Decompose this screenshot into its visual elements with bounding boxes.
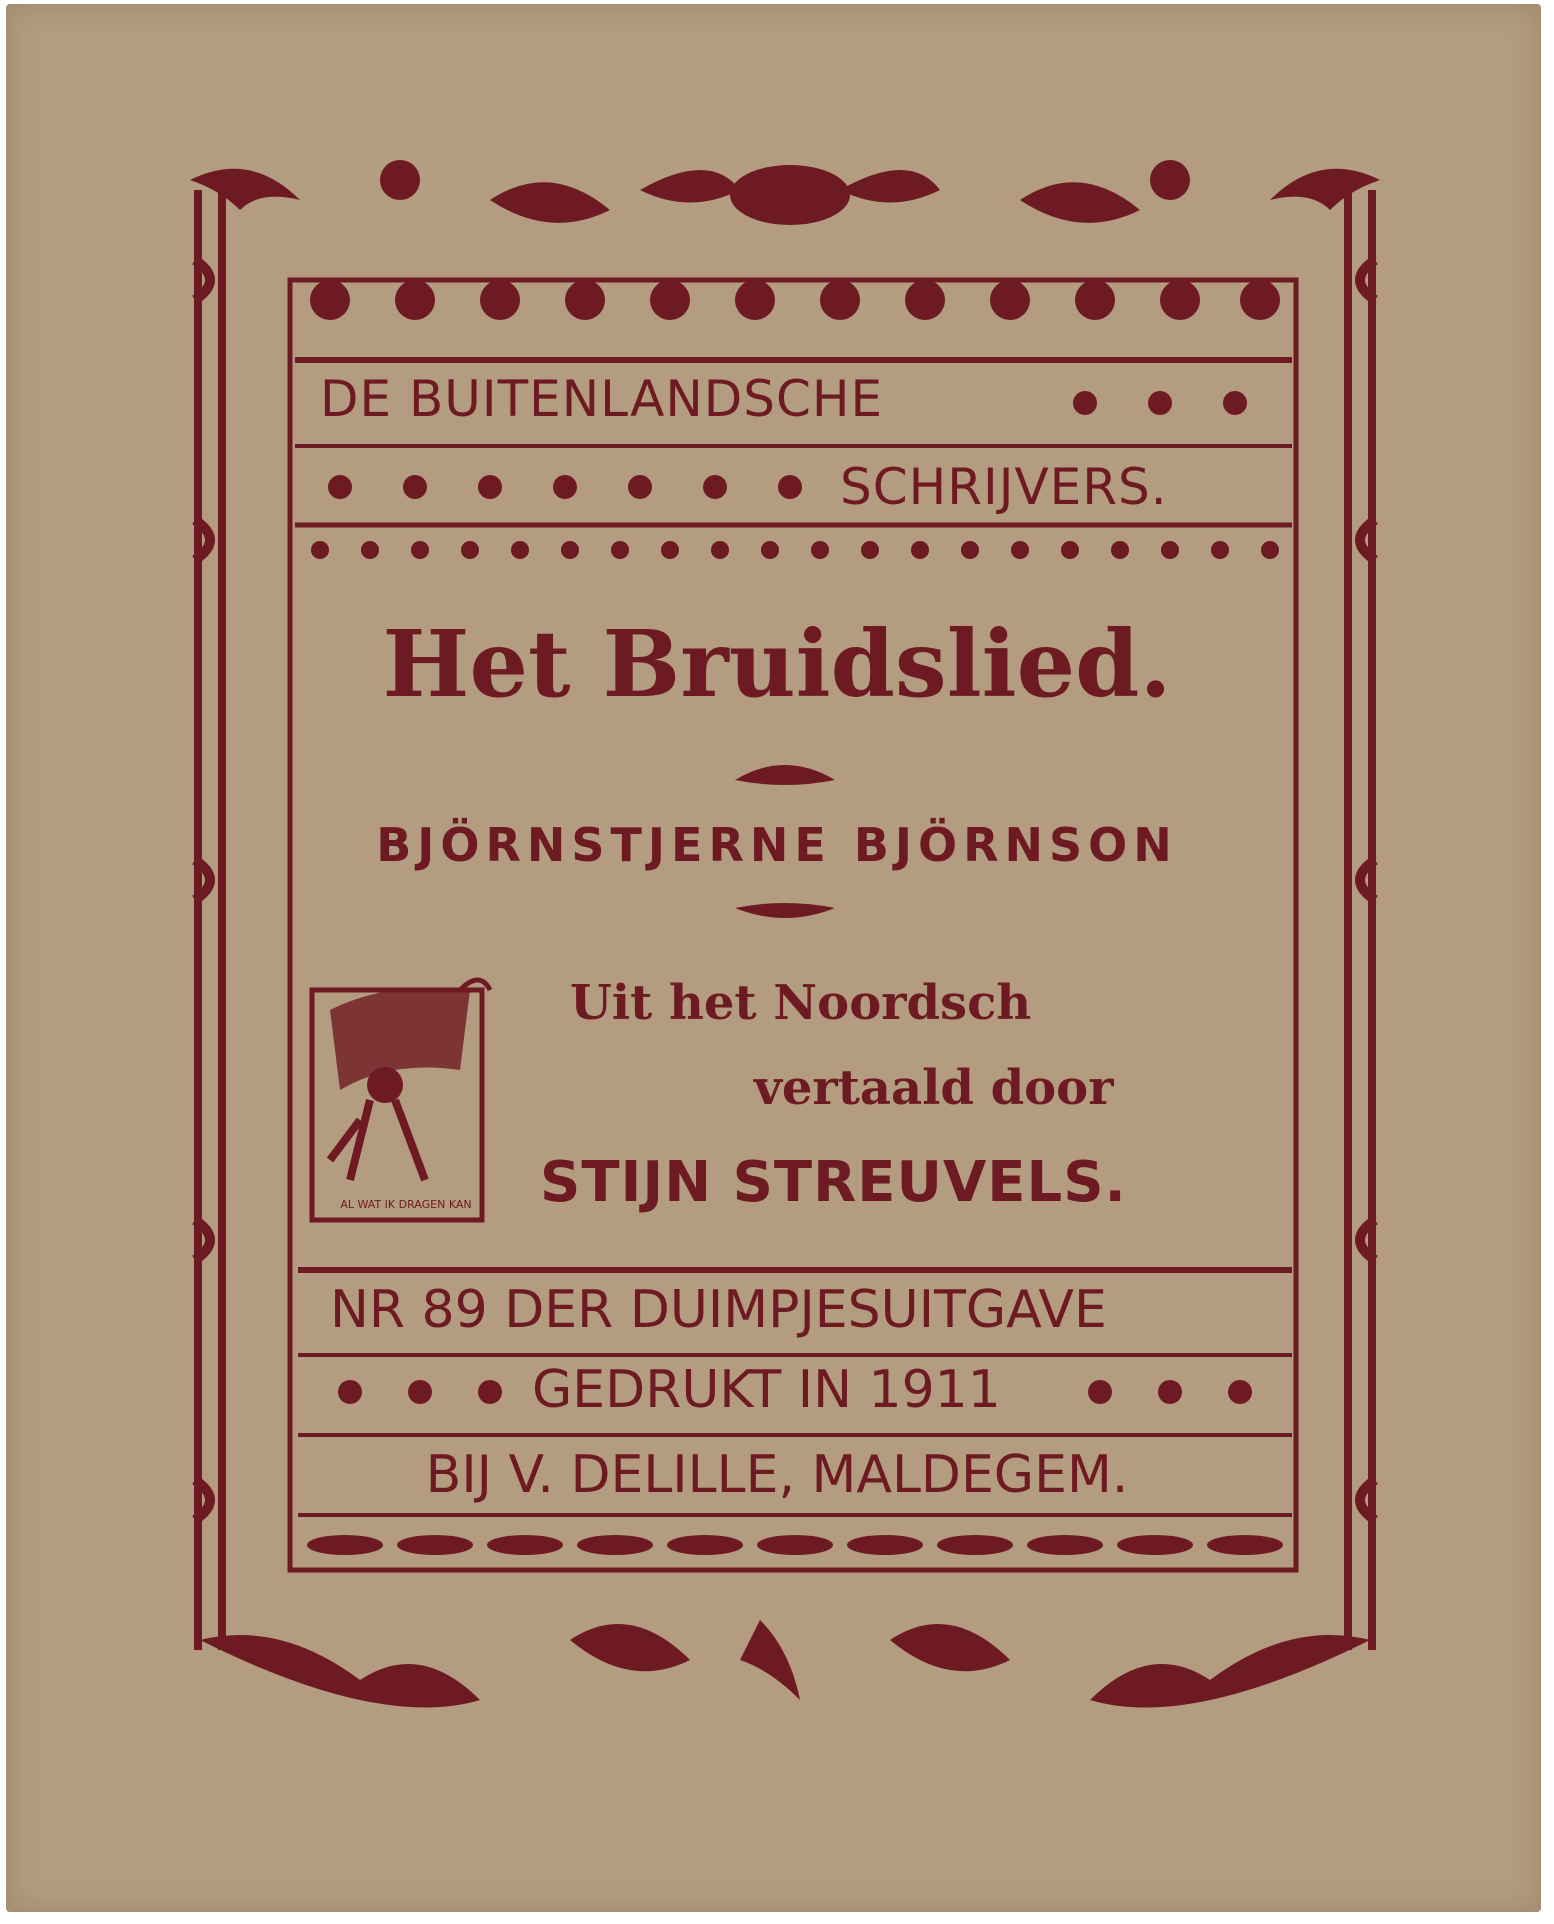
book-title: Het Bruidslied.	[382, 610, 1172, 718]
right-post-ornament	[1348, 190, 1375, 1650]
clover-row-ornament	[310, 280, 1280, 320]
flourish-ornament	[735, 765, 835, 785]
series-title-line2: SCHRIJVERS.	[840, 458, 1168, 516]
translation-note-line2: vertaald door	[754, 1060, 1114, 1116]
printer-mark-motto: AL WAT IK DRAGEN KAN	[340, 1198, 472, 1211]
author-name: BJÖRNSTJERNE BJÖRNSON	[376, 818, 1178, 872]
printer-mark-woodcut	[312, 980, 490, 1220]
publisher-imprint: BIJ V. DELILLE, MALDEGEM.	[425, 1445, 1129, 1505]
publication-series-number: NR 89 DER DUIMPJESUITGAVE	[330, 1280, 1107, 1340]
flourish-ornament	[735, 903, 835, 918]
translation-note-line1: Uit het Noordsch	[570, 975, 1032, 1031]
bottom-band-ornament	[307, 1535, 1283, 1555]
top-garland-ornament	[190, 160, 1380, 225]
bottom-garland-ornament	[200, 1620, 1370, 1708]
translator-name: STIJN STREUVELS.	[540, 1150, 1127, 1215]
leaf-band-ornament	[311, 541, 1279, 559]
publication-year: GEDRUKT IN 1911	[532, 1360, 1001, 1420]
left-post-ornament	[195, 190, 222, 1650]
series-title-line1: DE BUITENLANDSCHE	[320, 370, 884, 428]
